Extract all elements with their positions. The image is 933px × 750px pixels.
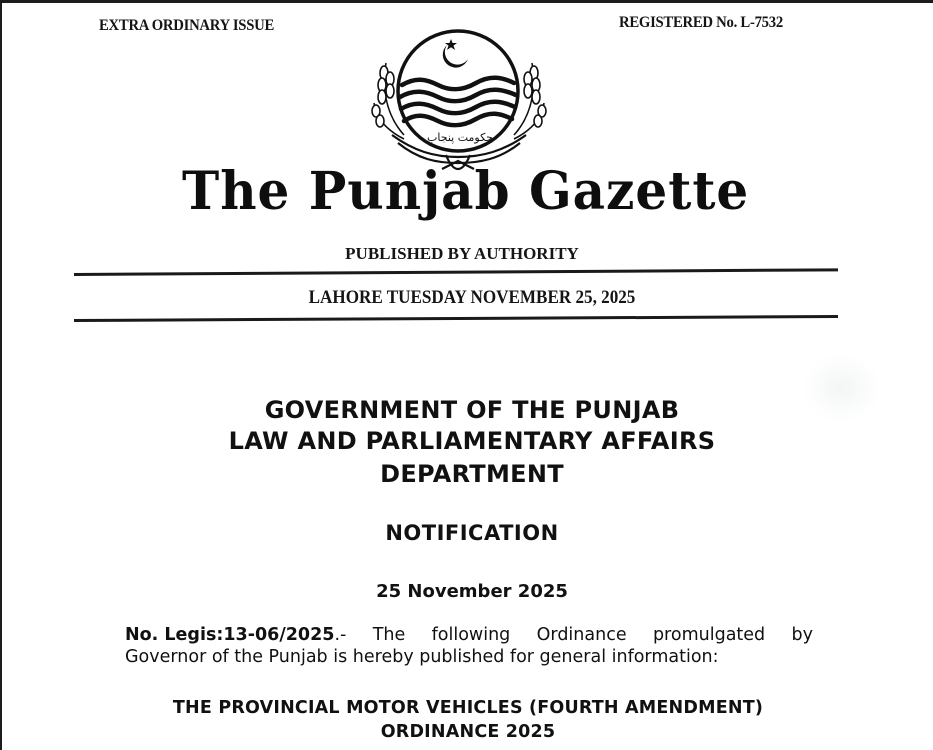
divider-bottom	[74, 315, 838, 322]
reference-suffix: .-	[334, 625, 347, 645]
dateline: LAHORE TUESDAY NOVEMBER 25, 2025	[308, 287, 636, 308]
reference-group	[125, 624, 346, 646]
emblem-urdu-text: حکومت پنجاب	[427, 131, 493, 144]
issue-type-label: EXTRA ORDINARY ISSUE	[99, 17, 275, 34]
punjab-government-emblem-icon	[364, 23, 554, 175]
notification-body	[125, 624, 813, 668]
body-word: promulgated	[652, 625, 766, 645]
scan-smudge	[802, 353, 882, 423]
body-word: by	[791, 625, 813, 645]
body-word: following	[431, 625, 511, 645]
published-by-authority: PUBLISHED BY AUTHORITY	[345, 244, 579, 263]
body-word: The	[372, 625, 406, 645]
department-heading-line2: DEPARTMENT	[380, 460, 564, 488]
registration-number: REGISTERED No. L-7532	[619, 14, 783, 31]
notification-heading: NOTIFICATION	[385, 521, 559, 545]
government-heading: GOVERNMENT OF THE PUNJAB	[264, 396, 680, 424]
notification-date: 25 November 2025	[376, 581, 568, 602]
divider-top	[74, 268, 838, 276]
department-heading-line1: LAW AND PARLIAMENTARY AFFAIRS	[228, 427, 716, 455]
body-word: Ordinance	[536, 625, 627, 645]
body-line1	[125, 624, 813, 646]
gazette-page	[2, 3, 933, 750]
body-line2: Governor of the Punjab is hereby published for general information:	[125, 647, 719, 667]
gazette-masthead: The Punjab Gazette	[182, 159, 750, 222]
ordinance-title-line2: ORDINANCE 2025	[380, 722, 556, 742]
ordinance-title-line1: THE PROVINCIAL MOTOR VEHICLES (FOURTH AMENDMENT)	[172, 698, 764, 718]
reference-number: No. Legis:13-06/2025	[125, 625, 335, 645]
